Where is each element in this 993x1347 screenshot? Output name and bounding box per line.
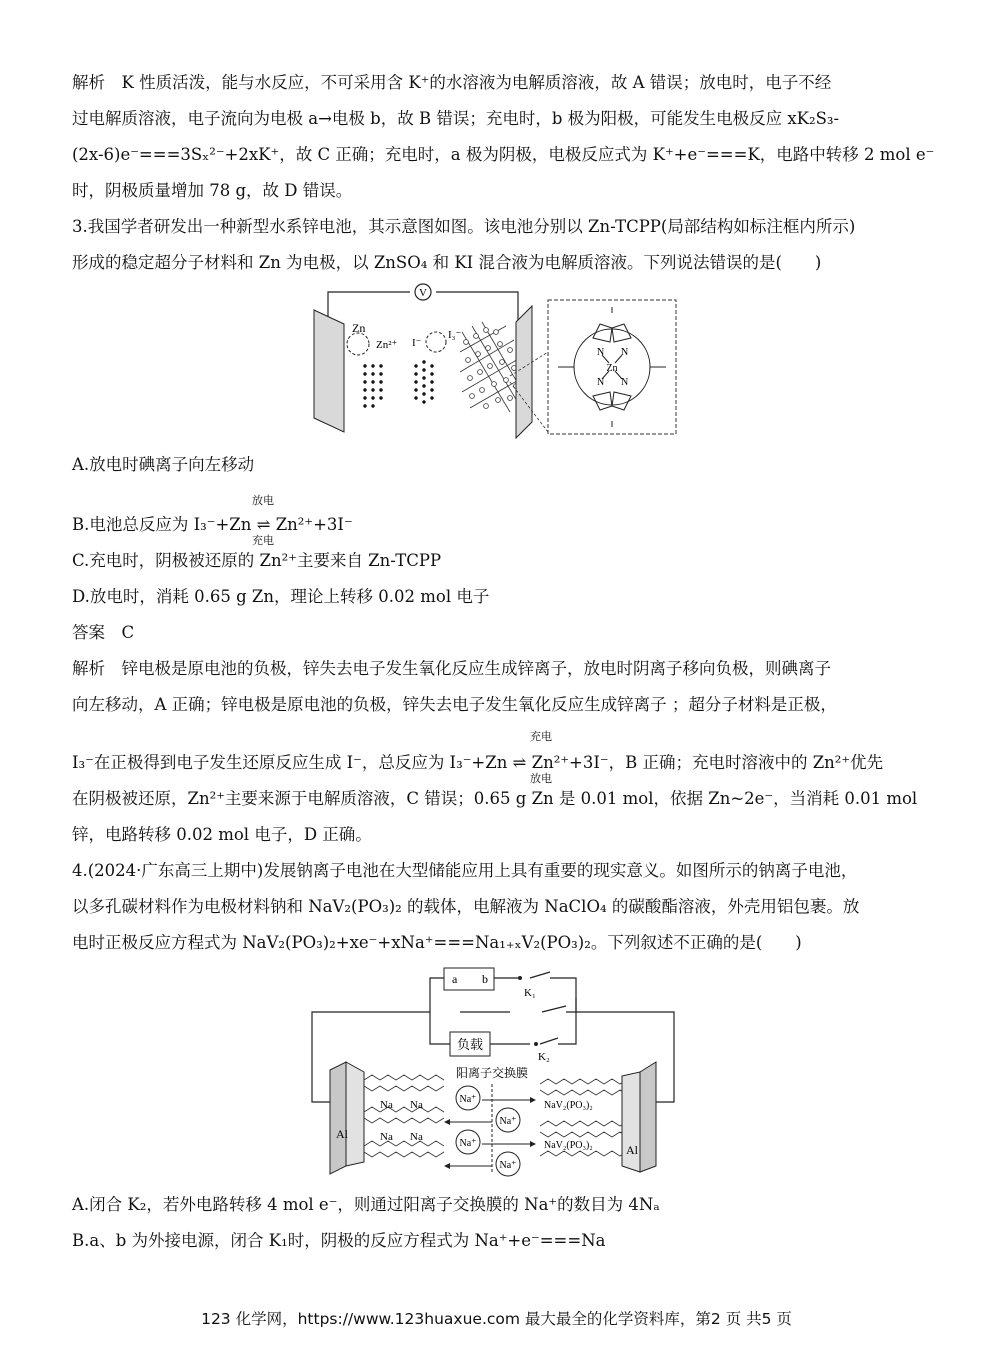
arrow-label-top-2: 充电: [530, 730, 552, 743]
na-ion-label-1: Na⁺: [459, 1094, 477, 1105]
question-4-stem-1: 4.(2024·广东高三上期中)发展钠离子电池在大型储能应用上具有重要的现实意义。如图所示的钠离子电池，: [72, 861, 858, 880]
load-label: 负载: [456, 1037, 484, 1052]
question-3-stem-2: 形成的稳定超分子材料和 Zn 为电极，以 ZnSO₄ 和 KI 混合液为电解质溶液。下列说法错误的是( ): [72, 253, 822, 272]
voltmeter-label: V: [419, 287, 427, 299]
na-label-1: Na: [380, 1099, 393, 1111]
iodine-cycle-icon: [426, 332, 446, 352]
supramolecular-network: [460, 322, 524, 412]
triiodide-label: I₃⁻: [448, 329, 462, 341]
iodide-label: I⁻: [412, 337, 422, 349]
nav-label-2: NaV₂(PO₃)₂: [544, 1140, 593, 1151]
text-line-2: 过电解质溶液，电子流向为电极 a→电极 b，故 B 错误；充电时，b 极为阳极，可能发生电极反应 xK₂S₃-: [72, 109, 840, 128]
n-label-1: N: [597, 347, 605, 358]
zinc-battery-figure: [310, 282, 690, 440]
arrow-label-bottom-2: 放电: [530, 772, 552, 785]
k2-switch-icon: [534, 1042, 538, 1046]
arrow-label-bottom-1: 充电: [252, 534, 274, 547]
right-al-casing: [640, 1062, 656, 1172]
left-al-casing: [330, 1062, 346, 1174]
na-label-4: Na: [410, 1131, 423, 1143]
zn-cycle-icon: [347, 333, 369, 355]
question-4-stem-2: 以多孔碳材料作为电极材料钠和 NaV₂(PO₃)₂ 的载体，电解液为 NaClO₄ 的碳酸酯溶液，外壳用铝包裹。放: [72, 897, 860, 916]
text-line-3: (2x-6)e⁻===3Sₓ²⁻+2xK⁺，故 C 正确；充电时，a 极为阴极，电极反应式为 K⁺+e⁻===K，电路中转移 2 mol e⁻: [72, 145, 935, 164]
n-label-4: N: [621, 377, 629, 388]
k1-switch-icon: [518, 976, 522, 980]
right-al-label: Al: [626, 1143, 638, 1157]
q3-option-d: D.放电时，消耗 0.65 g Zn，理论上转移 0.02 mol 电子: [72, 587, 490, 606]
na-ion-label-2: Na⁺: [499, 1116, 517, 1127]
q3-analysis-4: 在阴极被还原，Zn²⁺主要来源于电解质溶液，C 错误；0.65 g Zn 是 0.01 mol，依据 Zn~2e⁻，当消耗 0.01 mol: [72, 789, 918, 808]
question-4-stem-3: 电时正极反应方程式为 NaV₂(PO₃)₂+xe⁻+xNa⁺===Na₁₊ₓV₂(PO₃)₂。下列叙述不正确的是( ): [72, 933, 802, 952]
center-zn-label: Zn: [606, 363, 618, 374]
page-footer: 123 化学网，https://www.123huaxue.com 最大最全的化学资料库，第2 页 共5 页: [201, 1310, 792, 1328]
na-ion-label-4: Na⁺: [499, 1160, 517, 1171]
q3-analysis-5: 锌，电路转移 0.02 mol 电子，D 正确。: [72, 825, 372, 844]
zn-label: Zn: [352, 321, 366, 335]
zinc-electrode: [314, 310, 344, 432]
question-3-stem-1: 3.我国学者研发出一种新型水系锌电池，其示意图如图。该电池分别以 Zn-TCPP(局部结构如标注框内所示): [72, 217, 856, 236]
membrane-label: 阳离子交换膜: [455, 1066, 529, 1080]
n-label-2: N: [621, 347, 629, 358]
na-label-2: Na: [410, 1099, 423, 1111]
nav-label-1: NaV₂(PO₃)₂: [544, 1100, 593, 1111]
q3-analysis-2: 向左移动，A 正确；锌电极是原电池的负极，锌失去电子发生氧化反应生成锌离子 ；超分子材料是正极，: [72, 695, 837, 714]
arrow-label-top-1: 放电: [252, 494, 274, 507]
q3-answer: 答案 C: [72, 623, 135, 642]
na-label-3: Na: [380, 1131, 393, 1143]
text-line-4: 时，阴极质量增加 78 g，故 D 错误。: [72, 181, 353, 200]
terminal-a-label: a: [452, 972, 458, 986]
na-ion-label-3: Na⁺: [459, 1138, 477, 1149]
tcpp-electrode: [516, 306, 532, 438]
zn-ion-label: Zn²⁺: [376, 339, 398, 351]
q4-option-b: B.a、b 为外接电源，闭合 K₁时，阴极的反应方程式为 Na⁺+e⁻===Na: [72, 1231, 606, 1250]
text-line-1: 解析 K 性质活泼，能与水反应，不可采用含 K⁺的水溶液为电解质溶液，故 A 错误；放电时，电子不经: [72, 73, 832, 92]
q3-analysis-1: 解析 锌电极是原电池的负极，锌失去电子发生氧化反应生成锌离子，放电时阴离子移向负极，则碘离子: [72, 659, 831, 678]
n-label-3: N: [597, 377, 605, 388]
q3-option-b: B.电池总反应为 I₃⁻+Zn ⇌ Zn²⁺+3I⁻: [72, 515, 353, 534]
terminal-b-label: b: [482, 972, 488, 986]
q3-option-c: C.充电时，阴极被还原的 Zn²⁺主要来自 Zn-TCPP: [72, 551, 442, 570]
left-al-label: Al: [336, 1127, 348, 1141]
left-carbon-layers: [364, 1075, 444, 1157]
ion-dots: [363, 360, 433, 407]
q3-analysis-3: I₃⁻在正极得到电子发生还原反应生成 I⁻，总反应为 I₃⁻+Zn ⇌ Zn²⁺+3I⁻，B 正确；充电时溶液中的 Zn²⁺优先: [72, 753, 884, 772]
k2-label: K₂: [538, 1051, 550, 1063]
sodium-battery-figure: [310, 962, 690, 1184]
q4-option-a: A.闭合 K₂，若外电路转移 4 mol e⁻，则通过阳离子交换膜的 Na⁺的数目为 4Nₐ: [72, 1195, 660, 1214]
k1-label: K₁: [524, 987, 536, 999]
q3-option-a: A.放电时碘离子向左移动: [72, 455, 255, 474]
